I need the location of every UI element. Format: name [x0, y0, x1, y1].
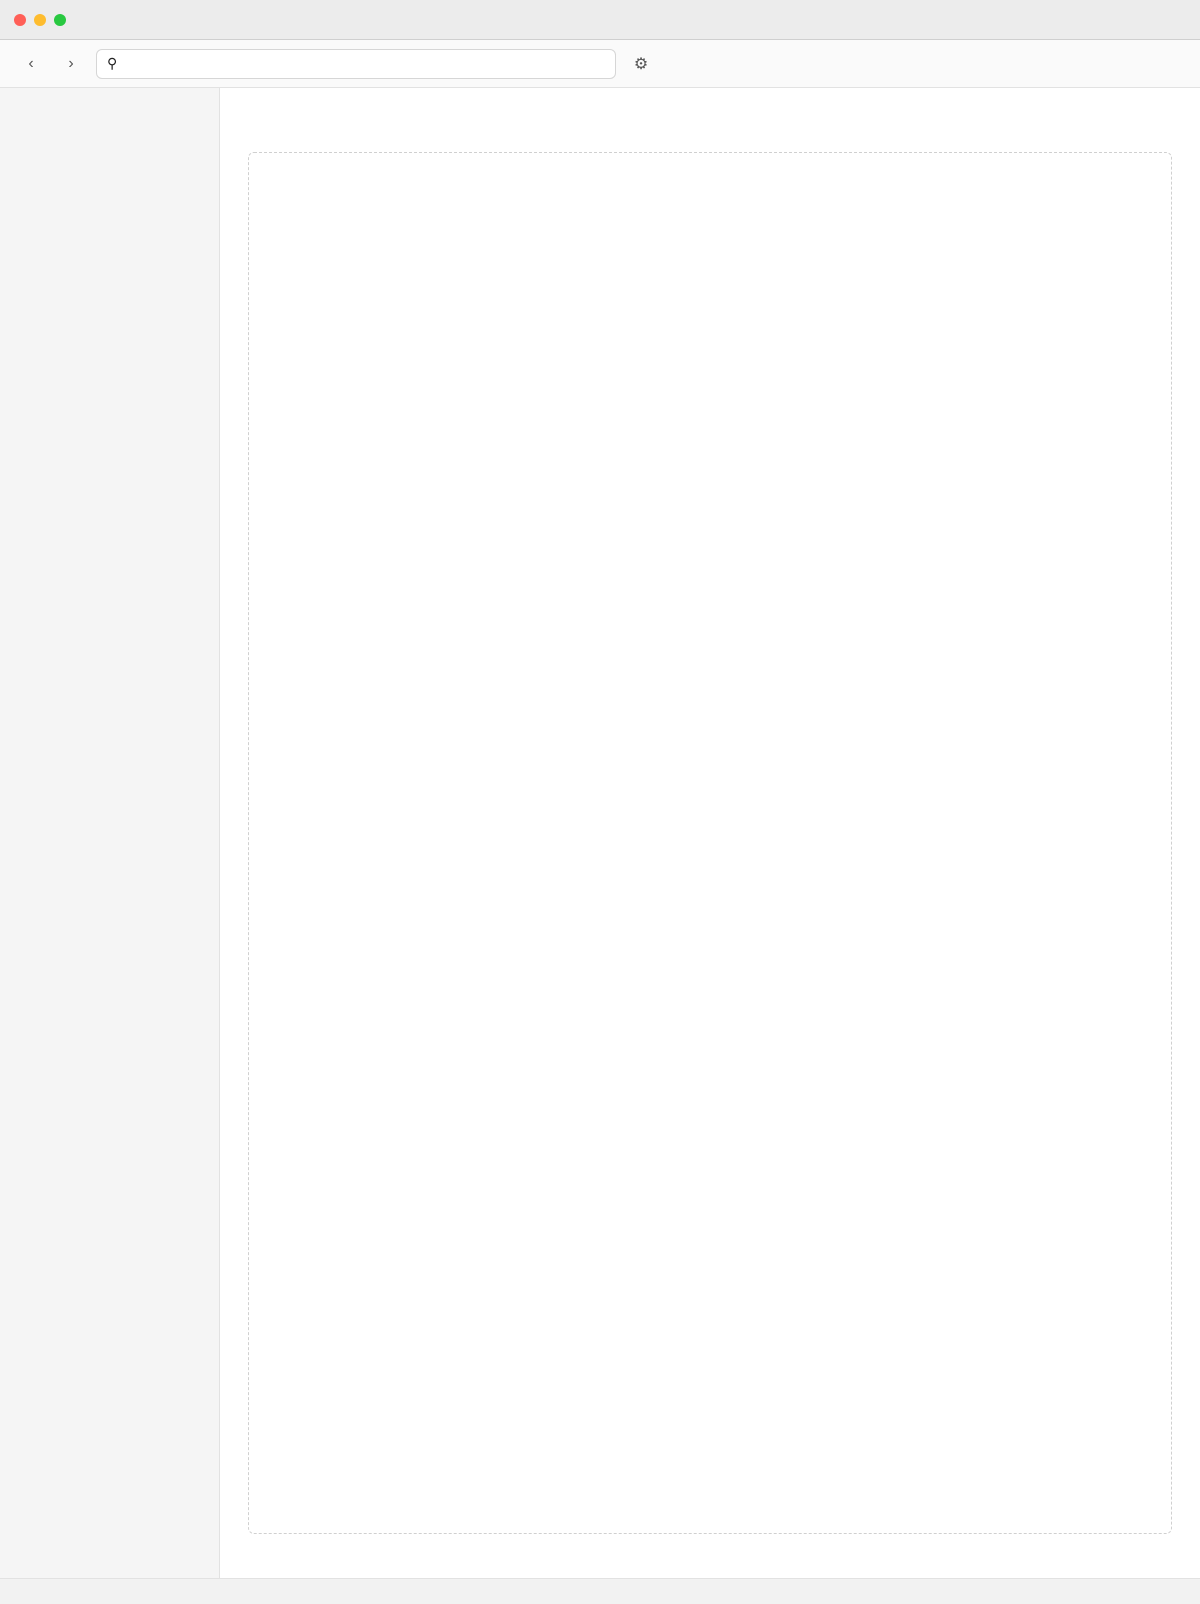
- minimize-window-button[interactable]: [34, 14, 46, 26]
- status-bar: [0, 1578, 1200, 1604]
- close-window-button[interactable]: [14, 14, 26, 26]
- body: [0, 88, 1200, 1578]
- content-area: [248, 152, 1172, 1534]
- main-content: [220, 88, 1200, 1578]
- title-bar: [0, 0, 1200, 40]
- toolbar: [0, 40, 1200, 88]
- search-icon: ⚲: [107, 55, 118, 71]
- sidebar: [0, 88, 220, 1578]
- chevron-left-icon[interactable]: ‹: [28, 54, 34, 72]
- page-title: [248, 112, 1172, 136]
- window-controls: [14, 14, 66, 26]
- maximize-window-button[interactable]: [54, 14, 66, 26]
- chevron-right-icon[interactable]: ›: [68, 54, 74, 72]
- search-input[interactable]: [125, 56, 605, 71]
- gear-icon[interactable]: ⚙: [633, 55, 649, 73]
- search-box[interactable]: [96, 49, 616, 79]
